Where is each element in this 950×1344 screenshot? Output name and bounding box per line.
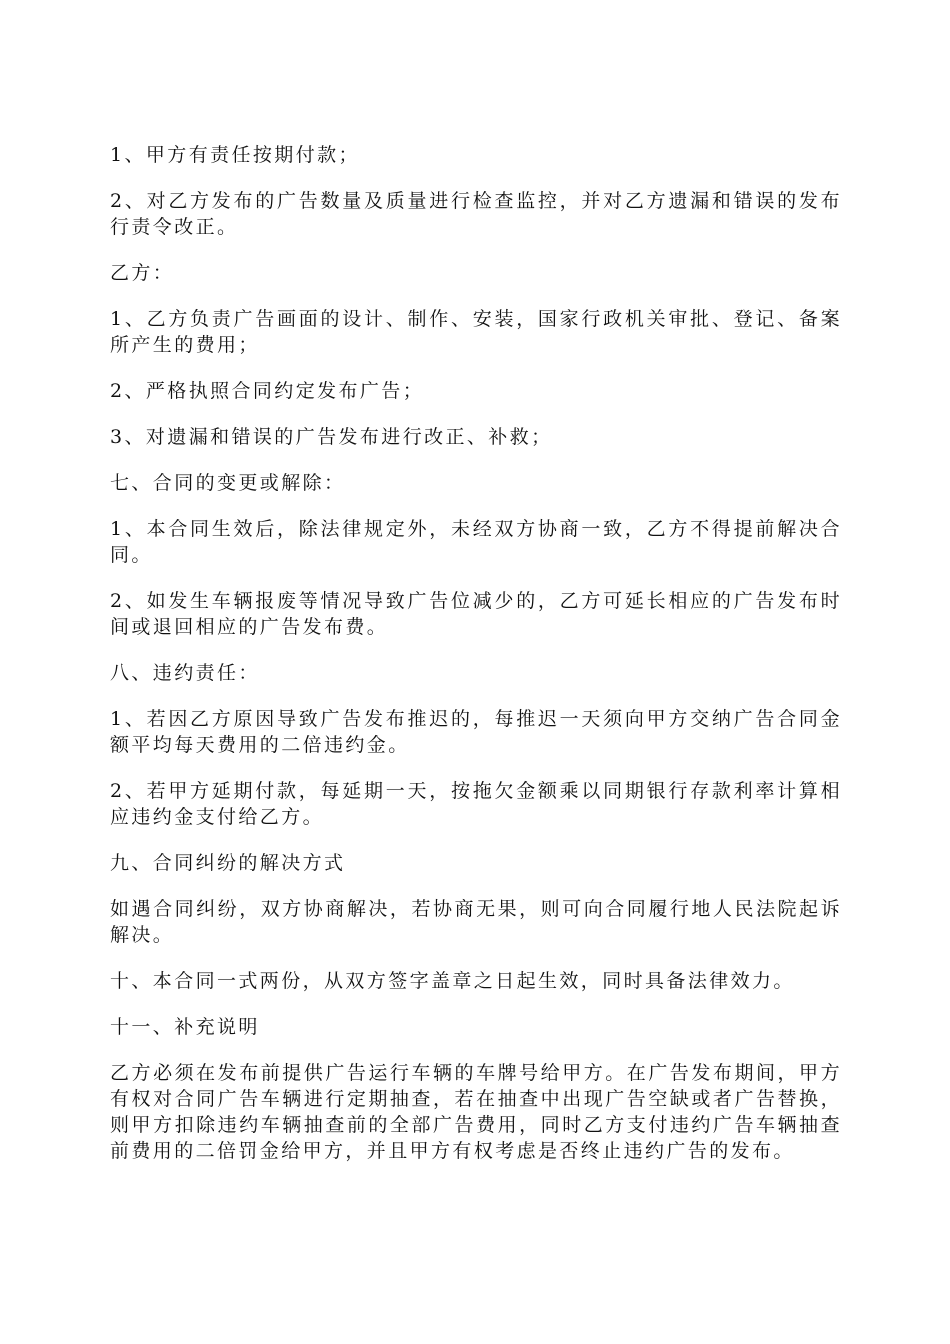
clause-dispute: 如遇合同纠纷，双方协商解决，若协商无果，则可向合同履行地人民法院起诉解决。 (110, 898, 842, 946)
clause-delay-penalty: 1、若因乙方原因导致广告发布推迟的，每推迟一天须向甲方交纳广告合同金额平均每天费用的二倍违约金。 (110, 708, 842, 756)
clause-party-b-design: 1、乙方负责广告画面的设计、制作、安装，国家行政机关审批、登记、备案所产生的费用； (110, 308, 842, 356)
clause-copies-effect: 十、本合同一式两份，从双方签字盖章之日起生效，同时具备法律效力。 (110, 970, 795, 992)
clause-party-a-inspection: 2、对乙方发布的广告数量及质量进行检查监控，并对乙方遗漏和错误的发布行责令改正。 (110, 190, 842, 238)
heading-section-nine: 九、合同纠纷的解决方式 (110, 852, 346, 874)
clause-party-b-correction: 3、对遗漏和错误的广告发布进行改正、补救； (110, 426, 553, 448)
clause-vehicle-scrap: 2、如发生车辆报废等情况导致广告位减少的，乙方可延长相应的广告发布时间或退回相应的广告发布费。 (110, 590, 842, 638)
clause-party-b-publish: 2、严格执照合同约定发布广告； (110, 380, 425, 402)
clause-supplement: 乙方必须在发布前提供广告运行车辆的车牌号给甲方。在广告发布期间，甲方有权对合同广告车辆进行定期抽查，若在抽查中出现广告空缺或者广告替换，则甲方扣除违约车辆抽查前的全部广告费用，同时乙方支付违约广告车辆抽查前费用的二倍罚金给甲方，并且甲方有权考虑是否终止违约广告的发布。 (110, 1062, 842, 1162)
document-page (110, 142, 842, 1184)
heading-section-seven: 七、合同的变更或解除： (110, 472, 346, 494)
clause-party-a-payment: 1、甲方有责任按期付款； (110, 144, 360, 166)
clause-late-payment: 2、若甲方延期付款，每延期一天，按拖欠金额乘以同期银行存款利率计算相应违约金支付给乙方。 (110, 780, 842, 828)
clause-termination: 1、本合同生效后，除法律规定外，未经双方协商一致，乙方不得提前解决合同。 (110, 518, 842, 566)
heading-section-eleven: 十一、补充说明 (110, 1016, 260, 1038)
heading-section-eight: 八、违约责任： (110, 662, 260, 684)
heading-party-b: 乙方： (110, 262, 175, 284)
